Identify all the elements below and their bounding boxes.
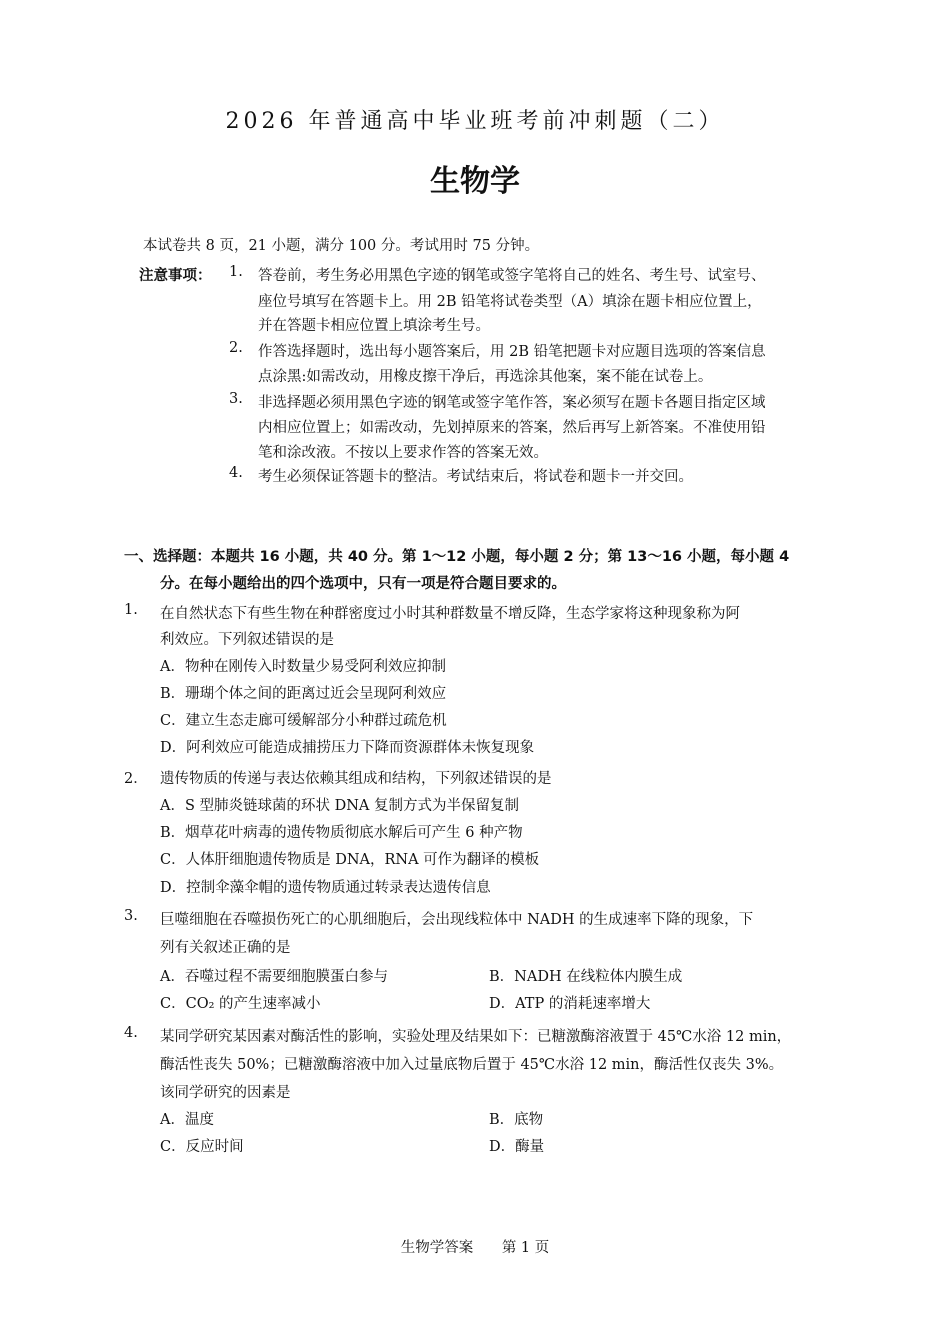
question-text: 列有关叙述正确的是	[160, 940, 291, 956]
note-line: 并在答题卡相应位置上填涂考生号。	[258, 318, 490, 334]
option-b: B．底物	[489, 1112, 544, 1128]
note-line: 内相应位置上；如需改动，先划掉原来的答案，然后再写上新答案。不准使用铅	[258, 420, 766, 436]
note-number: 1.	[229, 264, 243, 280]
question-text: 巨噬细胞在吞噬损伤死亡的心肌细胞后，会出现线粒体中 NADH 的生成速率下降的现象，下	[160, 912, 754, 928]
option-b: B．珊瑚个体之间的距离过近会呈现阿利效应	[160, 686, 447, 702]
question-text: 利效应。下列叙述错误的是	[160, 632, 334, 648]
option-b: B．NADH 在线粒体内膜生成	[489, 969, 683, 985]
question-text: 该同学研究的因素是	[160, 1085, 291, 1101]
question-number: 4.	[124, 1025, 138, 1041]
note-line: 非选择题必须用黑色字迹的钢笔或签字笔作答，案必须写在题卡各题目指定区域	[258, 395, 766, 411]
note-line: 考生必须保证答题卡的整洁。考试结束后，将试卷和题卡一并交回。	[258, 469, 693, 485]
option-a: A．S 型肺炎链球菌的环状 DNA 复制方式为半保留复制	[160, 798, 520, 814]
note-number: 3.	[229, 391, 243, 407]
page-number: 第 1 页	[501, 1240, 550, 1256]
question-text: 遗传物质的传递与表达依赖其组成和结构，下列叙述错误的是	[160, 771, 552, 787]
note-line: 座位号填写在答题卡上。用 2B 铅笔将试卷类型（A）填涂在题卡相应位置上，	[258, 294, 762, 310]
note-number: 2.	[229, 340, 243, 356]
option-c: C．建立生态走廊可缓解部分小种群过疏危机	[160, 713, 447, 729]
question-text: 在自然状态下有些生物在种群密度过小时其种群数量不增反降，生态学家将这种现象称为阿	[160, 606, 740, 622]
option-b: B．烟草花叶病毒的遗传物质彻底水解后可产生 6 种产物	[160, 825, 523, 841]
option-a: A．温度	[160, 1112, 214, 1128]
option-a: A．物种在刚传入时数量少易受阿利效应抑制	[160, 659, 446, 675]
question-number: 3.	[124, 908, 138, 924]
exam-title: 2026 年普通高中毕业班考前冲刺题（二）	[225, 109, 725, 134]
question-number: 2．	[124, 771, 148, 787]
note-line: 答卷前，考生务必用黑色字迹的钢笔或签字笔将自己的姓名、考生号、试室号、	[258, 268, 766, 284]
question-text: 某同学研究某因素对酶活性的影响，实验处理及结果如下：已糖激酶溶液置于 45℃水浴 12 min，	[160, 1029, 792, 1045]
note-line: 作答选择题时，选出每小题答案后，用 2B 铅笔把题卡对应题目选项的答案信息	[258, 344, 766, 360]
section-heading-line: 一、选择题：本题共 16 小题，共 40 分。第 1～12 小题，每小题 2 分；第 13～16 小题，每小题 4	[124, 549, 790, 565]
note-line: 点涂黑:如需改动，用橡皮擦干净后，再选涂其他案，案不能在试卷上。	[258, 369, 713, 385]
option-d: D．阿利效应可能造成捕捞压力下降而资源群体未恢复现象	[160, 740, 535, 756]
option-c: C．CO₂ 的产生速率减小	[160, 996, 321, 1012]
subject-title: 生物学	[430, 164, 520, 199]
option-a: A．吞噬过程不需要细胞膜蛋白参与	[160, 969, 388, 985]
notes-heading: 注意事项：	[139, 268, 212, 284]
exam-intro: 本试卷共 8 页，21 小题，满分 100 分。考试用时 75 分钟。	[143, 238, 540, 254]
option-d: D．酶量	[489, 1139, 545, 1155]
note-number: 4.	[229, 465, 243, 481]
option-c: C．人体肝细胞遗传物质是 DNA，RNA 可作为翻译的模板	[160, 852, 540, 868]
option-d: D．ATP 的消耗速率增大	[489, 996, 651, 1012]
footer-label: 生物学答案	[400, 1240, 474, 1256]
question-text: 酶活性丧失 50%；已糖激酶溶液中加入过量底物后置于 45℃水浴 12 min，酶活性仅丧失 3%。	[160, 1057, 784, 1073]
option-d: D．控制伞藻伞帽的遗传物质通过转录表达遗传信息	[160, 880, 491, 896]
page-footer	[0, 1236, 950, 1257]
question-number: 1.	[124, 602, 138, 618]
option-c: C．反应时间	[160, 1139, 244, 1155]
section-heading-line: 分。在每小题给出的四个选项中，只有一项是符合题目要求的。	[160, 576, 566, 592]
note-line: 笔和涂改液。不按以上要求作答的答案无效。	[258, 445, 548, 461]
